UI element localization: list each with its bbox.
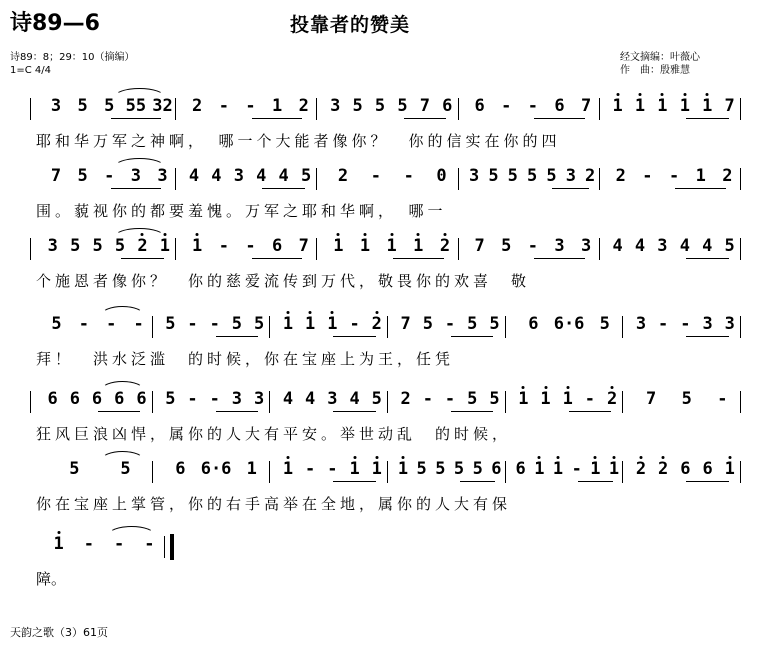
note: 5 [472,459,483,479]
note: 1 [246,459,257,479]
note: 4 [278,166,289,186]
octave-dot [728,456,731,459]
bar-line [740,316,741,338]
note: 1 [282,459,294,479]
bar-line [387,391,388,413]
note: 5 [467,314,478,334]
note: - [83,534,95,554]
note: 5 [507,166,518,186]
note: - [349,314,360,334]
note: 3 [724,314,735,334]
eighth-beam [404,118,447,119]
eighth-beam [333,481,375,482]
lyrics-line: 你在宝座上掌管，你的右手高举在全地，属你的人大有保 [36,495,512,513]
note: 7 [474,236,485,256]
bar-line [458,98,459,120]
note: 5 [77,96,88,116]
note: 6 [271,236,283,256]
note: - [680,314,691,334]
note: 5 [489,314,500,334]
note: - [658,314,669,334]
scripture-reference: 诗89：8；29：10（摘编） [10,52,135,63]
note: 2 [585,166,596,186]
note: 6 [515,459,526,479]
eighth-beam [333,411,375,412]
bar-line [505,391,506,413]
note: 2 [635,459,647,479]
note: 7 [298,236,309,256]
octave-dot [402,456,405,459]
bar-line [269,461,270,483]
note: 3 [157,166,168,186]
octave-dot [662,456,665,459]
bar-line [599,98,600,120]
eighth-beam [578,481,613,482]
note: 5 [114,236,126,256]
note: - [144,534,155,554]
note: - [327,459,338,479]
eighth-beam [686,258,729,259]
note: 6 [554,96,565,116]
eighth-beam [252,258,303,259]
bar-line [316,238,317,260]
note: 5 [104,96,115,116]
note: 1 [679,96,690,116]
octave-dot [611,386,614,389]
note: 6 [47,389,58,409]
note: 5 [69,459,80,479]
bar-line [740,98,741,120]
note: - [78,314,89,334]
lyric-credit: 经文摘编：叶薇心 [620,52,700,63]
slur-arc [114,88,165,97]
note: 5 [501,236,512,256]
octave-dot [337,233,340,236]
note: 2 [337,166,349,186]
octave-dot [390,233,393,236]
bar-line [30,98,31,120]
octave-dot [616,93,619,96]
note: 6 [474,96,485,116]
octave-dot [286,311,289,314]
note: - [501,96,512,116]
note: 3 [657,236,668,256]
note: 6 [680,459,691,479]
note: 4 [679,236,690,256]
bar-line [458,168,459,190]
key-signature: 1=C 4/4 [10,65,51,76]
note: 7 [724,96,735,116]
bar-line [740,168,741,190]
note: 1 [413,236,424,256]
note: 1 [702,96,713,116]
eighth-beam [216,336,258,337]
bar-line [740,238,741,260]
note: - [218,96,229,116]
note: 5 [165,314,176,334]
note: 4 [282,389,294,409]
bar-line [740,391,741,413]
note: 1 [608,459,620,479]
hymn-number: 诗89—6 [10,11,100,36]
note: 1 [695,166,706,186]
note: 3 [635,314,647,334]
note: 4 [188,166,200,186]
note: 6·6 [553,314,585,334]
bar-line [30,238,31,260]
note: 5 [527,166,538,186]
octave-dot [286,456,289,459]
note: 5 [488,166,499,186]
note: 5 [599,314,610,334]
octave-dot [309,311,312,314]
note: 1 [305,314,316,334]
note: 5 [467,389,478,409]
note: 1 [386,236,397,256]
composer-credit: 作 曲：殷雅慧 [620,65,690,76]
note: 6 [175,459,186,479]
bar-line [599,168,600,190]
note: 7 [419,96,430,116]
bar-line [387,316,388,338]
note: 2 [439,236,451,256]
note: 1 [590,459,601,479]
bar-line [316,168,317,190]
note: 1 [518,389,529,409]
bar-line [740,461,741,483]
note: 3 [565,166,576,186]
note: 1 [192,236,203,256]
note: 6·6 [200,459,232,479]
octave-dot [538,456,541,459]
note: 1 [634,96,646,116]
note: 1 [562,389,573,409]
note: 2 [615,166,626,186]
bar-line [622,461,623,483]
bar-line [175,238,176,260]
note: 1 [271,96,283,116]
bar-line [152,316,153,338]
bar-line [269,316,270,338]
note: 5 [253,314,265,334]
lyrics-line: 耶和华万军之神啊， 哪一个大能者像你？ 你的信实在你的四 [36,132,561,150]
note: 1 [359,236,371,256]
note: 6 [442,96,453,116]
note: 3 [468,166,480,186]
note: 5 [77,166,88,186]
note: 5 [724,236,735,256]
note: 6 [114,389,125,409]
note: 4 [305,389,316,409]
note: 5 [422,314,433,334]
note: 6 [528,314,539,334]
note: 5 [70,236,81,256]
eighth-beam [451,336,493,337]
note: - [403,166,414,186]
note: 0 [436,166,447,186]
note: 4 [634,236,646,256]
lyrics-line: 围。藐视你的都要羞愧。万军之耶和华啊， 哪一 [36,202,447,220]
note: 32 [152,96,173,116]
note: - [187,314,198,334]
octave-dot [557,456,560,459]
lyrics-line: 狂风巨浪凶悍，属你的人大有平安。举世动乱 的时候， [36,425,512,443]
note: 3 [253,389,265,409]
note: 3 [581,236,592,256]
note: 1 [612,96,623,116]
eighth-beam [569,411,611,412]
note: 3 [330,96,341,116]
note: 1 [333,236,344,256]
note: 5 [352,96,363,116]
note: 2 [298,96,309,116]
note: - [584,389,596,409]
note: - [642,166,653,186]
bar-line [30,391,31,413]
lyrics-line: 障。 [36,570,67,588]
note: 3 [231,389,243,409]
octave-dot [706,93,709,96]
note: - [571,459,582,479]
note: 2 [606,389,618,409]
note: 4 [349,389,360,409]
eighth-beam [111,188,162,189]
bar-line [505,461,506,483]
bar-line [175,168,176,190]
note: 3 [50,96,62,116]
octave-dot [613,456,616,459]
note: 5 [681,389,692,409]
note: - [218,236,229,256]
note: 1 [724,459,735,479]
note: 4 [256,166,267,186]
note: 3 [233,166,244,186]
octave-dot [661,93,664,96]
note: - [106,314,117,334]
octave-dot [375,456,378,459]
note: 1 [371,459,382,479]
song-title: 投靠者的赞美 [290,14,411,36]
note: 1 [282,314,294,334]
bar-line [505,316,506,338]
final-bar-line [170,534,174,560]
note: 3 [554,236,565,256]
note: 5 [374,96,386,116]
note: 5 [231,314,243,334]
score-row [0,530,776,618]
note: 5 [546,166,557,186]
note: 7 [50,166,62,186]
eighth-beam [333,336,375,337]
octave-dot [331,311,334,314]
note: 1 [349,459,360,479]
eighth-beam [216,411,258,412]
note: 1 [552,459,564,479]
note: 3 [130,166,142,186]
note: 2 [400,389,411,409]
note: 1 [327,314,338,334]
octave-dot [57,531,60,534]
bar-line [622,316,623,338]
note: 5 [300,166,312,186]
note: 3 [327,389,338,409]
note: 6 [91,389,103,409]
eighth-beam [98,411,140,412]
eighth-beam [686,481,728,482]
eighth-beam [460,481,495,482]
note: - [527,96,538,116]
note: - [717,389,728,409]
note: 5 [416,459,427,479]
bar-line [316,98,317,120]
note: - [370,166,381,186]
note: 7 [645,389,657,409]
note: 2 [658,459,669,479]
eighth-beam [111,118,162,119]
note: 2 [137,236,148,256]
note: - [668,166,680,186]
eighth-beam [686,336,728,337]
note: 6 [69,389,80,409]
eighth-beam [552,188,589,189]
note: 1 [657,96,668,116]
bar-line [458,238,459,260]
note: 6 [702,459,713,479]
note: 2 [371,314,382,334]
octave-dot [196,233,199,236]
octave-dot [544,386,547,389]
eighth-beam [393,258,444,259]
note: - [187,389,198,409]
eighth-beam [252,118,303,119]
note: 5 [453,459,465,479]
note: 55 [125,96,147,116]
octave-dot [522,386,525,389]
note: - [209,389,220,409]
note: 4 [211,166,222,186]
note: 5 [371,389,382,409]
eighth-beam [534,118,585,119]
octave-dot [639,456,642,459]
eighth-beam [262,188,305,189]
note: 6 [136,389,147,409]
note: - [444,389,456,409]
octave-dot [683,93,686,96]
octave-dot [375,311,378,314]
note: - [422,389,433,409]
note: 5 [92,236,103,256]
bar-line [622,391,623,413]
note: 5 [489,389,500,409]
note: - [527,236,538,256]
bar-line [152,391,153,413]
note: - [245,236,256,256]
note: 3 [702,314,713,334]
note: 5 [120,459,131,479]
bar-line [387,461,388,483]
note: - [305,459,316,479]
note: 6 [491,459,502,479]
bar-line [175,98,176,120]
bar-line [152,461,153,483]
note: 5 [51,314,62,334]
lyrics-line: 拜！ 洪水泛滥 的时候，你在宝座上为王，任凭 [36,350,455,368]
octave-dot [566,386,569,389]
note: 4 [702,236,713,256]
note: 1 [540,389,551,409]
source-footer: 天韵之歌（3）61页 [10,626,108,639]
note: - [114,534,125,554]
eighth-beam [534,258,585,259]
note: 1 [159,236,170,256]
octave-dot [417,233,420,236]
eighth-beam [675,188,726,189]
note: - [444,314,456,334]
note: 1 [534,459,545,479]
note: 1 [53,534,64,554]
note: 1 [397,459,409,479]
bar-line [164,536,165,558]
note: - [104,166,115,186]
note: 3 [47,236,58,256]
octave-dot [639,93,642,96]
note: 4 [612,236,623,256]
note: 5 [435,459,446,479]
note: 5 [165,389,176,409]
lyrics-line: 个施恩者像你？ 你的慈爱流传到万代，敬畏你的欢喜 敬 [36,272,531,290]
octave-dot [443,233,446,236]
note: 7 [400,314,411,334]
note: - [133,314,144,334]
octave-dot [364,233,367,236]
eighth-beam [451,411,493,412]
octave-dot [594,456,597,459]
note: 5 [397,96,408,116]
note: - [245,96,256,116]
bar-line [599,238,600,260]
eighth-beam [121,258,164,259]
octave-dot [353,456,356,459]
bar-line [269,391,270,413]
eighth-beam [686,118,729,119]
note: 2 [192,96,203,116]
note: 7 [581,96,592,116]
note: 2 [722,166,733,186]
note: - [209,314,220,334]
